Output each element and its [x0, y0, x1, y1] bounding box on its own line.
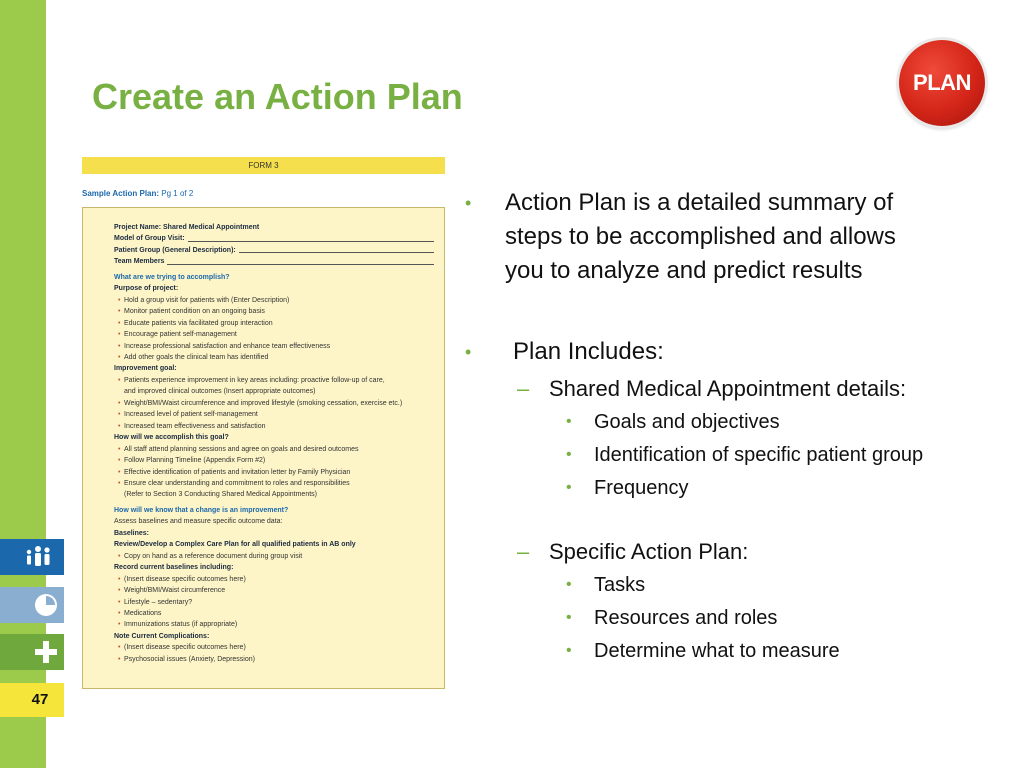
form-improvement-heading: Improvement goal: — [114, 365, 177, 373]
item-identification: • Identification of specific patient group — [566, 444, 924, 466]
form-how-question: How will we accomplish this goal? — [114, 434, 229, 442]
form-list-item: • Patients experience improvement in key areas including: proactive follow-up of care, — [114, 375, 436, 386]
plus-icon — [0, 634, 64, 670]
item-goals: • Goals and objectives — [566, 411, 780, 433]
form-list-item: • Weight/BMI/Waist circumference and improved lifestyle (smoking cessation, exercise etc.) — [114, 398, 436, 409]
form-complications-heading: Note Current Complications: — [114, 632, 210, 640]
item-resources: • Resources and roles — [566, 607, 778, 629]
item-tasks: • Tasks — [566, 574, 646, 596]
form-list-item: • Add other goals the clinical team has identified — [114, 352, 436, 363]
item-measure: • Determine what to measure — [566, 640, 840, 662]
plan-badge — [899, 40, 985, 126]
form-list-item: • Increased level of patient self-management — [114, 409, 436, 420]
bullet-line: Action Plan is a detailed summary of — [505, 189, 894, 216]
form-list-item: • Medications — [114, 608, 436, 619]
form-list-item-cont: and improved clinical outcomes (Insert appropriate outcomes) — [124, 388, 316, 396]
form-list-item: • Encourage patient self-management — [114, 329, 436, 340]
plus-icon-tile — [0, 634, 64, 670]
form-fields — [114, 222, 436, 268]
people-icon — [0, 539, 64, 575]
sub-bullet-sma-details: – Shared Medical Appointment details: — [517, 376, 907, 401]
form-baselines-heading: Baselines: — [114, 529, 150, 537]
bullet-line: steps to be accomplished and allows — [505, 223, 896, 250]
page-number: 47 — [0, 683, 64, 717]
bullet-line: you to analyze and predict results — [505, 257, 863, 284]
form-sample-label: Sample Action Plan: Pg 1 of 2 — [82, 189, 194, 198]
form-list-item-cont: (Refer to Section 3 Conducting Shared Medical Appointments) — [124, 491, 317, 499]
form-list-item: • (Insert disease specific outcomes here) — [114, 574, 436, 585]
form-list-item: • Ensure clear understanding and commitment to roles and responsibilities — [114, 478, 436, 489]
form-change-text: Assess baselines and measure specific outcome data: — [114, 518, 283, 526]
form-document — [82, 207, 445, 689]
form-list-item: • Educate patients via facilitated group interaction — [114, 318, 436, 329]
form-goal-question: What are we trying to accomplish? — [114, 273, 230, 281]
form-list-item: • Effective identification of patients and invitation letter by Family Physician — [114, 467, 436, 478]
form-header: FORM 3 — [82, 157, 445, 174]
form-complications-list — [114, 642, 436, 665]
form-how-list — [114, 444, 436, 490]
form-record-list — [114, 574, 436, 631]
form-list-item: • Immunizations status (if appropriate) — [114, 619, 436, 630]
form-field: Model of Group Visit: — [114, 233, 436, 244]
form-list-item: • Increase professional satisfaction and enhance team effectiveness — [114, 341, 436, 352]
people-icon-tile — [0, 539, 64, 575]
form-list-item: • Monitor patient condition on an ongoing basis — [114, 306, 436, 317]
form-field: Project Name: Shared Medical Appointment — [114, 224, 260, 231]
form-review-heading: Review/Develop a Complex Care Plan for all qualified patients in AB only — [114, 541, 356, 549]
form-list-item: • Psychosocial issues (Anxiety, Depression) — [114, 654, 436, 665]
form-field: Team Members — [114, 256, 436, 267]
form-review-list — [114, 551, 436, 562]
form-improvement-list — [114, 398, 436, 432]
slide-title: Create an Action Plan — [92, 76, 463, 117]
form-list-item: • Hold a group visit for patients with (Enter Description) — [114, 295, 436, 306]
clock-icon — [0, 587, 64, 623]
form-list-item: • All staff attend planning sessions and agree on goals and desired outcomes — [114, 444, 436, 455]
sub-bullet-specific-action-plan: – Specific Action Plan: — [517, 539, 749, 564]
form-list-item: • Increased team effectiveness and satisfaction — [114, 421, 436, 432]
form-field: Patient Group (General Description): — [114, 245, 436, 256]
form-record-heading: Record current baselines including: — [114, 564, 234, 572]
form-change-question: How will we know that a change is an improvement? — [114, 506, 289, 514]
plan-badge-text: PLAN — [913, 70, 971, 95]
form-list-item: • (Insert disease specific outcomes here) — [114, 642, 436, 653]
bullet-action-plan: • Action Plan is a detailed summary of steps to be accomplished and allows you to analyze and predict results — [505, 186, 896, 288]
form-list-item: • Weight/BMI/Waist circumference — [114, 585, 436, 596]
form-list-item: • Follow Planning Timeline (Appendix Form #2) — [114, 455, 436, 466]
form-purpose-heading: Purpose of project: — [114, 285, 179, 293]
clock-icon-tile — [0, 587, 64, 623]
item-frequency: • Frequency — [566, 477, 689, 499]
form-list-item: • Lifestyle – sedentary? — [114, 597, 436, 608]
form-purpose-list — [114, 295, 436, 364]
bullet-plan-includes: • Plan Includes: — [465, 338, 664, 365]
form-list-item: • Copy on hand as a reference document during group visit — [114, 551, 436, 562]
